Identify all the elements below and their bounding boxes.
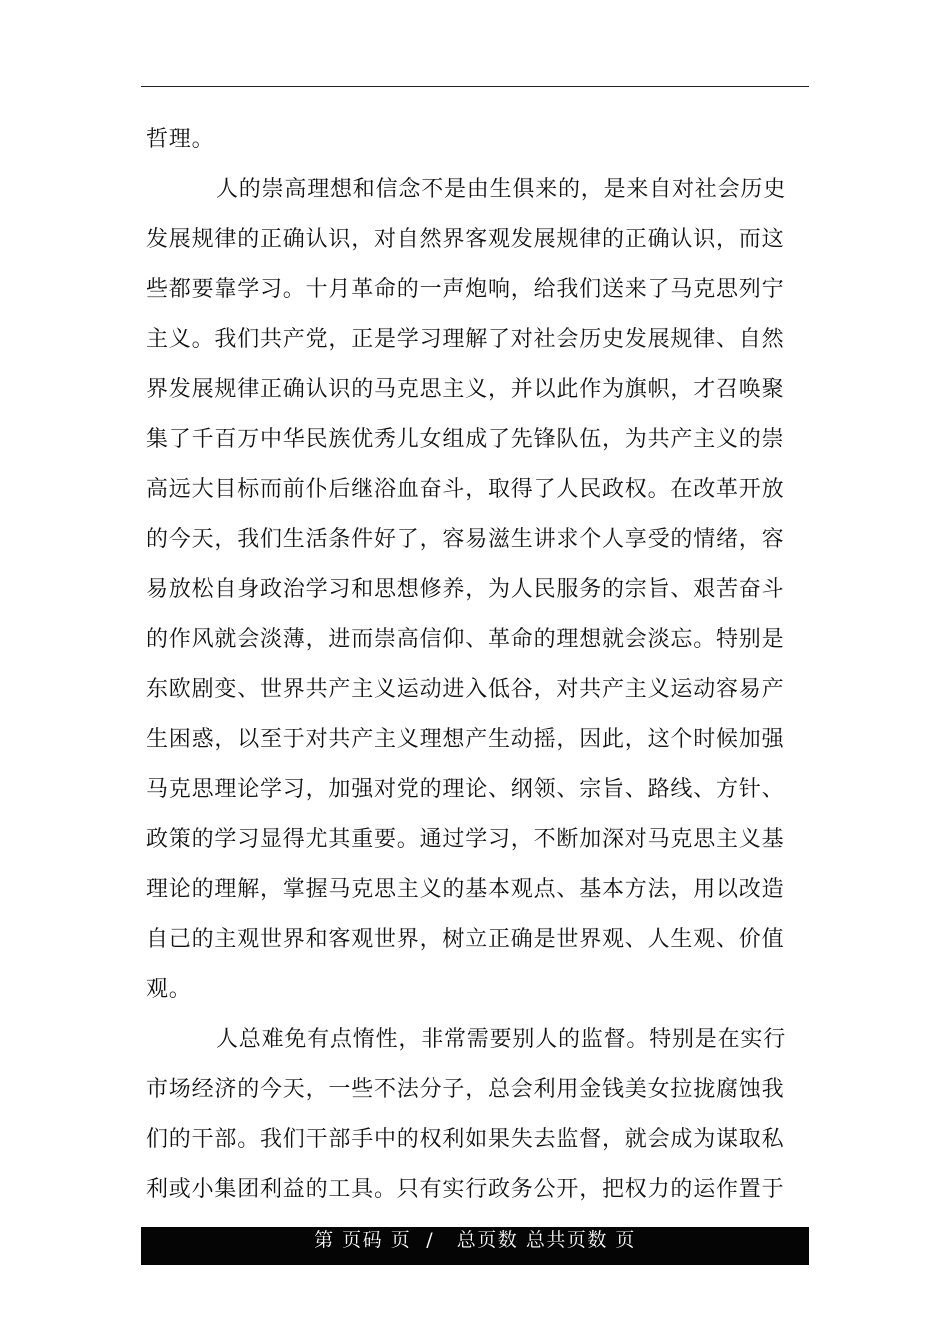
text-line: 政策的学习显得尤其重要。通过学习，不断加深对马克思主义基 [146,827,785,852]
text-line: 东欧剧变、世界共产主义运动进入低谷，对共产主义运动容易产 [146,677,785,702]
page-footer [141,1227,809,1265]
document-body [146,115,810,1215]
text-line: 主义。我们共产党，正是学习理解了对社会历史发展规律、自然 [146,327,785,352]
text-line: 的作风就会淡薄，进而崇高信仰、革命的理想就会淡忘。特别是 [146,627,785,652]
text-line: 的今天，我们生活条件好了，容易滋生讲求个人享受的情绪，容 [146,527,785,552]
text-line: 人的崇高理想和信念不是由生俱来的，是来自对社会历史 [216,177,787,202]
text-line: 集了千百万中华民族优秀儿女组成了先锋队伍，为共产主义的崇 [146,427,785,452]
text-line: 人总难免有点惰性，非常需要别人的监督。特别是在实行 [216,1027,787,1052]
text-line: 马克思理论学习，加强对党的理论、纲领、宗旨、路线、方针、 [146,777,785,802]
text-line: 理论的理解，掌握马克思主义的基本观点、基本方法，用以改造 [146,877,785,902]
header-divider [141,86,809,87]
text-line: 市场经济的今天，一些不法分子，总会利用金钱美女拉拢腐蚀我 [146,1077,785,1102]
text-line: 发展规律的正确认识，对自然界客观发展规律的正确认识，而这 [146,227,785,252]
text-line: 观。 [146,977,192,1002]
page-number-label: 第 页码 页 / 总页数 总共页数 页 [314,1229,636,1251]
text-line: 自己的主观世界和客观世界，树立正确是世界观、人生观、价值 [146,927,785,952]
text-line: 生困惑，以至于对共产主义理想产生动摇，因此，这个时候加强 [146,727,785,752]
text-line: 哲理。 [146,127,215,152]
text-line: 界发展规律正确认识的马克思主义，并以此作为旗帜，才召唤聚 [146,377,785,402]
text-line: 利或小集团利益的工具。只有实行政务公开，把权力的运作置于 [146,1177,785,1202]
text-line: 高远大目标而前仆后继浴血奋斗，取得了人民政权。在改革开放 [146,477,785,502]
text-line: 易放松自身政治学习和思想修养，为人民服务的宗旨、艰苦奋斗 [146,577,785,602]
text-line: 们的干部。我们干部手中的权利如果失去监督，就会成为谋取私 [146,1127,785,1152]
text-line: 些都要靠学习。十月革命的一声炮响，给我们送来了马克思列宁 [146,277,785,302]
